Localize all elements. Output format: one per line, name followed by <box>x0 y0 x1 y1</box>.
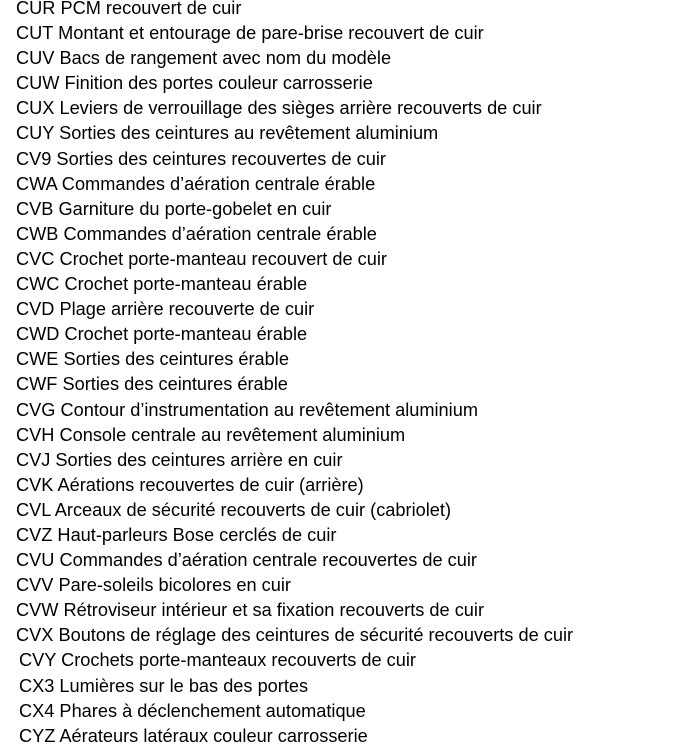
option-line: CWD Crochet porte-manteau érable <box>16 324 308 345</box>
option-line: CVC Crochet porte-manteau recouvert de cuir <box>16 248 387 269</box>
option-line: CVK Aérations recouvertes de cuir (arrière) <box>16 474 364 495</box>
option-line: CWC Crochet porte-manteau érable <box>16 274 308 295</box>
option-line: CWE Sorties des ceintures érable <box>16 349 289 370</box>
option-line: CVU Commandes d’aération centrale recouvertes de cuir <box>16 550 477 571</box>
option-line: CWB Commandes d’aération centrale érable <box>16 223 377 244</box>
option-line: CVZ Haut-parleurs Bose cerclés de cuir <box>16 524 337 545</box>
option-code-list <box>16 0 696 749</box>
option-line: CUX Leviers de verrouillage des sièges arrière recouverts de cuir <box>16 98 542 119</box>
option-line: CX4 Phares à déclenchement automatique <box>19 700 366 721</box>
option-line: CV9 Sorties des ceintures recouvertes de cuir <box>16 148 386 169</box>
option-line: CWF Sorties des ceintures érable <box>16 374 288 395</box>
option-line: CVB Garniture du porte-gobelet en cuir <box>16 198 332 219</box>
option-line: CWA Commandes d’aération centrale érable <box>16 173 376 194</box>
option-line: CUV Bacs de rangement avec nom du modèle <box>16 48 392 69</box>
option-line: CVW Rétroviseur intérieur et sa fixation recouverts de cuir <box>16 600 484 621</box>
option-line: CVL Arceaux de sécurité recouverts de cuir (cabriolet) <box>16 499 452 520</box>
option-line: CVY Crochets porte-manteaux recouverts de cuir <box>19 650 416 671</box>
option-line: CVD Plage arrière recouverte de cuir <box>16 299 315 320</box>
option-line: CUW Finition des portes couleur carrosserie <box>16 73 373 94</box>
option-line: CX3 Lumières sur le bas des portes <box>19 675 309 696</box>
option-line: CYZ Aérateurs latéraux couleur carrosserie <box>19 725 368 746</box>
option-line: CVV Pare-soleils bicolores en cuir <box>16 575 291 596</box>
option-line: CUT Montant et entourage de pare-brise recouvert de cuir <box>16 23 484 44</box>
option-line: CVH Console centrale au revêtement aluminium <box>16 424 406 445</box>
option-line: CUY Sorties des ceintures au revêtement aluminium <box>16 123 439 144</box>
option-line: CVX Boutons de réglage des ceintures de sécurité recouverts de cuir <box>16 625 574 646</box>
option-line: CUR PCM recouvert de cuir <box>16 0 242 18</box>
option-line: CVG Contour d’instrumentation au revêtement aluminium <box>16 399 478 420</box>
option-line: CVJ Sorties des ceintures arrière en cuir <box>16 449 343 470</box>
